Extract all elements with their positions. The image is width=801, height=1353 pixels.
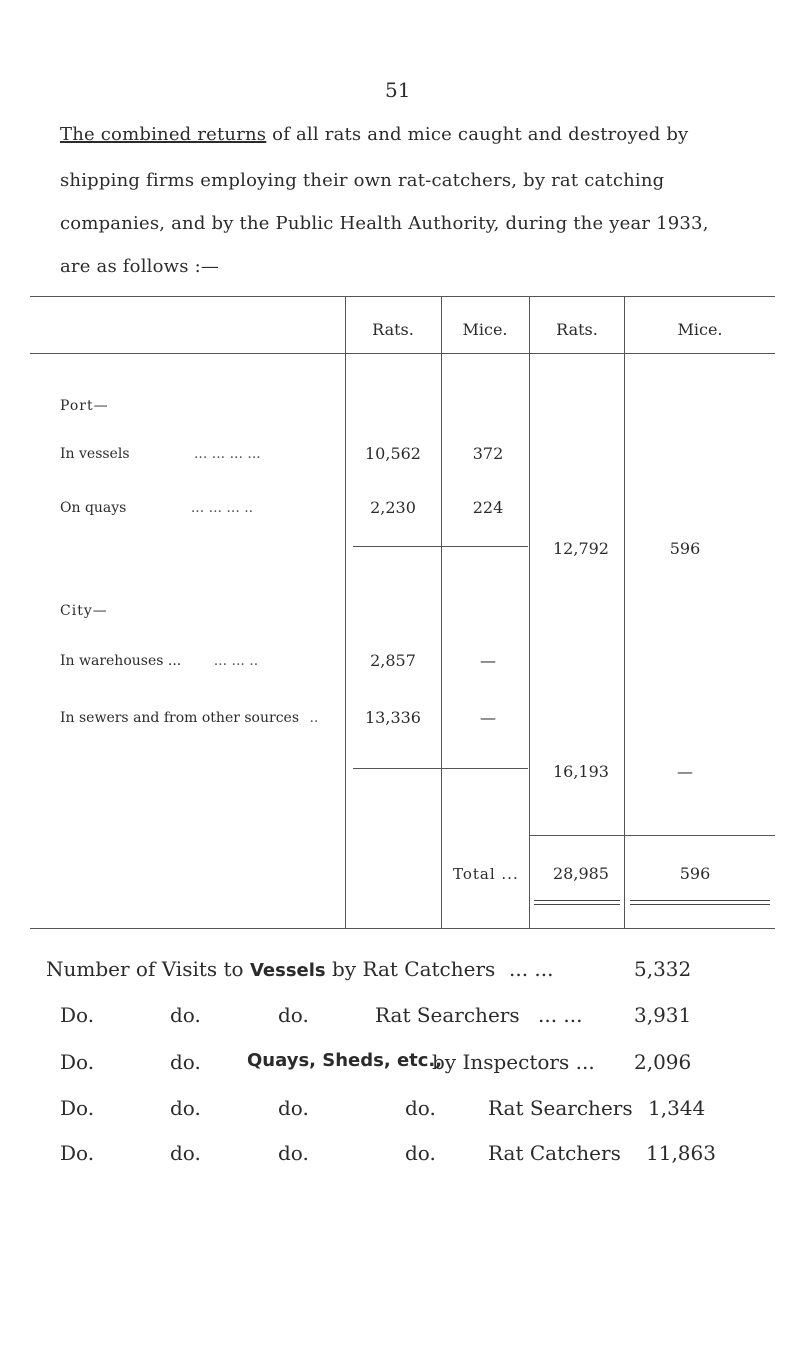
visits-row-1-dots: ... ... bbox=[509, 957, 554, 981]
total-label: Total ... bbox=[453, 865, 519, 883]
visits-row-2-do3: do. bbox=[278, 1003, 309, 1027]
table-top-border bbox=[30, 296, 775, 297]
page-number: 51 bbox=[385, 78, 411, 102]
city-subtotal-rats: 16,193 bbox=[553, 762, 609, 781]
city-subtotal-rule bbox=[353, 768, 528, 769]
header-rats-1: Rats. bbox=[372, 320, 414, 339]
visits-row-3-do: Do. bbox=[60, 1050, 95, 1074]
visits-row-1-value: 5,332 bbox=[634, 957, 692, 981]
header-rats-2: Rats. bbox=[556, 320, 598, 339]
visits-row-3-quays: Quays, Sheds, etc., bbox=[247, 1050, 443, 1071]
visits-row-2-do2: do. bbox=[170, 1003, 201, 1027]
cell-vessels-rats: 10,562 bbox=[365, 444, 421, 463]
header-bottom-border bbox=[30, 353, 775, 354]
header-mice-2: Mice. bbox=[677, 320, 723, 339]
intro-line-1-rest: of all rats and mice caught and destroyed by bbox=[266, 124, 689, 145]
city-subtotal-mice: — bbox=[677, 762, 693, 781]
visits-row-2-do: Do. bbox=[60, 1003, 95, 1027]
visits-row-4-do4: do. bbox=[405, 1096, 436, 1120]
cell-quays-rats: 2,230 bbox=[370, 498, 416, 517]
visits-row-3-label: by Inspectors ... bbox=[432, 1050, 595, 1074]
visits-row-4-value: 1,344 bbox=[648, 1096, 706, 1120]
visits-row-4-do2: do. bbox=[170, 1096, 201, 1120]
cell-vessels-mice: 372 bbox=[472, 444, 504, 463]
section-port: Port— bbox=[60, 398, 109, 414]
total-rats: 28,985 bbox=[553, 864, 609, 883]
intro-line-1 bbox=[60, 124, 688, 145]
visits-row-2-dots: ... ... bbox=[538, 1003, 583, 1027]
total-mice: 596 bbox=[679, 864, 711, 883]
visits-row-5-do: Do. bbox=[60, 1141, 95, 1165]
cell-warehouses-rats: 2,857 bbox=[370, 651, 416, 670]
col-divider-4 bbox=[624, 296, 625, 928]
port-subtotal-rule bbox=[353, 546, 528, 547]
table-bottom-border bbox=[30, 928, 775, 929]
cell-sewers-rats: 13,336 bbox=[365, 708, 421, 727]
port-subtotal-rats: 12,792 bbox=[553, 539, 609, 558]
header-mice-1: Mice. bbox=[462, 320, 508, 339]
port-subtotal-mice: 596 bbox=[669, 539, 701, 558]
visits-row-5-label: Rat Catchers bbox=[488, 1141, 621, 1165]
visits-row-5-do3: do. bbox=[278, 1141, 309, 1165]
col-divider-1 bbox=[345, 296, 346, 928]
visits-row-2-value: 3,931 bbox=[634, 1003, 692, 1027]
visits-row-3-value: 2,096 bbox=[634, 1050, 692, 1074]
intro-line-2: shipping firms employing their own rat-catchers, by rat catching bbox=[60, 170, 665, 191]
cell-warehouses-mice: — bbox=[480, 651, 496, 670]
intro-line-3: companies, and by the Public Health Authority, during the year 1933, bbox=[60, 213, 709, 234]
visits-row-4-do3: do. bbox=[278, 1096, 309, 1120]
intro-underlined-phrase: The combined returns bbox=[60, 124, 267, 145]
intro-line-4: are as follows :— bbox=[60, 256, 220, 277]
cell-quays-mice: 224 bbox=[472, 498, 504, 517]
visits-row-3-do2: do. bbox=[170, 1050, 201, 1074]
row-label-in-vessels: In vessels ... ... ... ... bbox=[60, 446, 261, 462]
row-label-sewers: In sewers and from other sources .. bbox=[60, 710, 319, 726]
visits-row-5-value: 11,863 bbox=[646, 1141, 716, 1165]
col-divider-3 bbox=[529, 296, 530, 928]
total-top-rule bbox=[529, 835, 775, 836]
visits-row-4-do: Do. bbox=[60, 1096, 95, 1120]
cell-sewers-mice: — bbox=[480, 708, 496, 727]
visits-row-5-do4: do. bbox=[405, 1141, 436, 1165]
visits-row-2-label: Rat Searchers bbox=[375, 1003, 520, 1027]
col-divider-2 bbox=[441, 296, 442, 928]
total-mice-double-rule bbox=[630, 900, 770, 905]
visits-row-1: Number of Visits to Vessels by Rat Catchers bbox=[46, 957, 496, 981]
row-label-warehouses: In warehouses ... ... ... .. bbox=[60, 653, 259, 669]
visits-row-4-label: Rat Searchers bbox=[488, 1096, 633, 1120]
section-city: City— bbox=[60, 603, 108, 619]
total-rats-double-rule bbox=[534, 900, 620, 905]
row-label-on-quays: On quays ... ... ... .. bbox=[60, 500, 254, 516]
visits-row-5-do2: do. bbox=[170, 1141, 201, 1165]
